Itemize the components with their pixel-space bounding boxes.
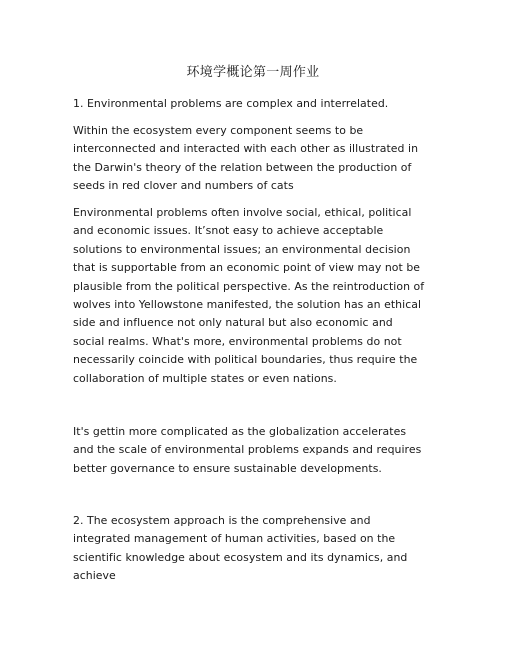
document-title: 环境学概论第一周作业 bbox=[186, 65, 320, 80]
section-heading-1: 1. Environmental problems are complex and interrelated. bbox=[73, 97, 389, 110]
paragraph-4: 2. The ecosystem approach is the comprehensive and integrated management of human activities, based on the scientific knowledge about ecosystem and its dynamics, and achieve bbox=[73, 514, 408, 583]
paragraph-3: It's gettin more complicated as the globalization accelerates and the scale of environmental problems expands and requires better governance to ensure sustainable developments. bbox=[73, 425, 422, 475]
paragraph-2: Environmental problems often involve social, ethical, political and economic issues. It’snot easy to achieve acceptable solutions to environmental issues; an environmental decision that is supportable from an economic point of view may not be plausible from the political perspective. As the reintroduction of wolves into Yellowstone manifested, the solution has an ethical side and influence not only natural but also economic and social realms. What's more, environmental problems do not necessarily coincide with political boundaries, thus require the collaboration of multiple states or even nations. bbox=[73, 206, 425, 385]
paragraph-1: Within the ecosystem every component seems to be interconnected and interacted with each other as illustrated in the Darwin's theory of the relation between the production of seeds in red clover and numbers of cats bbox=[73, 124, 419, 193]
